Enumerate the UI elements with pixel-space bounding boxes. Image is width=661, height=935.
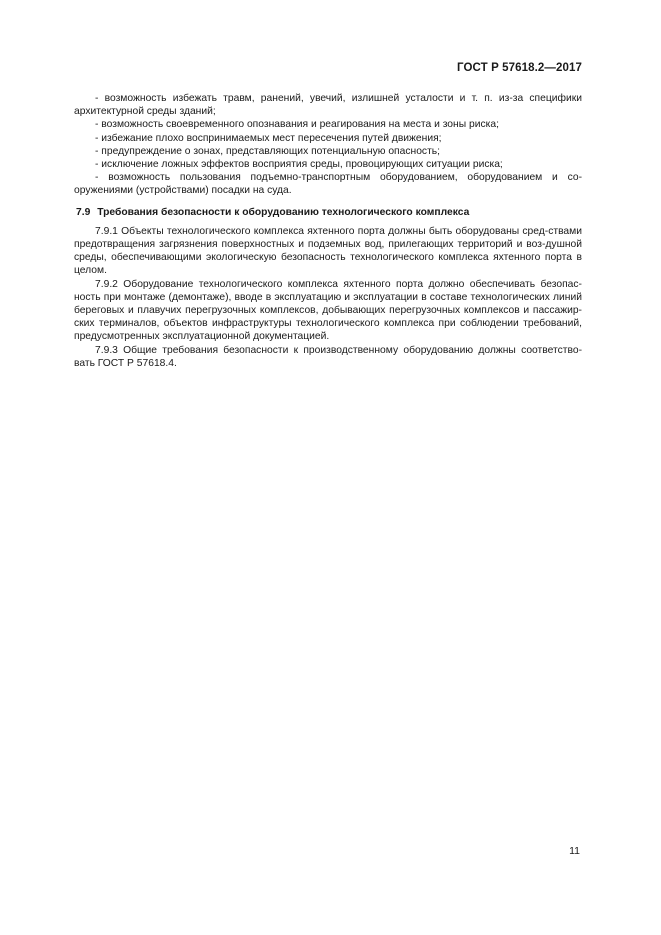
section-heading xyxy=(74,206,582,219)
paragraph-7-9-2: 7.9.2 Оборудование технологического комплекса яхтенного порта должно обеспечивать безопас-ность при монтаже (демонтаже), вводе в эксплуатацию и эксплуатации в составе технологических линий береговых и плавучих перегрузочных комплексов, добывающих перегрузочных комплексов и пассажир-ских терминалов, объектов инфраструктуры технологического комплекса при соблюдении требований, предусмотренных эксплуатационной документацией. xyxy=(74,278,582,343)
paragraph-7-9-3: 7.9.3 Общие требования безопасности к производственному оборудованию должны соответство-вать ГОСТ Р 57618.4. xyxy=(74,344,582,369)
section-number: 7.9 xyxy=(76,206,91,218)
list-item: - предупреждение о зонах, представляющих потенциальную опасность; xyxy=(95,145,441,157)
document-body xyxy=(74,92,582,370)
document-header-id: ГОСТ Р 57618.2—2017 xyxy=(457,62,582,74)
list-item: - возможность пользования подъемно-транспортным оборудованием, оборудованием и со-оружениями (устройствами) посадки на суда. xyxy=(74,172,582,197)
spacer xyxy=(74,198,582,206)
paragraph-7-9-1: 7.9.1 Объекты технологического комплекса яхтенного порта должны быть оборудованы сред-ствами предотвращения загрязнения поверхностных и подземных вод, прилегающих территорий и воз-душной среды, обеспечивающими экологическую безопасность технологического комплекса яхтенного порта в целом. xyxy=(74,225,582,277)
page-number: 11 xyxy=(569,845,580,857)
list-item: - возможность избежать травм, ранений, увечий, излишней усталости и т. п. из-за специфики архитектурной среды зданий; xyxy=(74,93,582,118)
list-item: - исключение ложных эффектов восприятия среды, провоцирующих ситуации риска; xyxy=(95,159,503,171)
list-item: - избежание плохо воспринимаемых мест пересечения путей движения; xyxy=(95,132,442,144)
section-title: Требования безопасности к оборудованию технологического комплекса xyxy=(97,206,470,218)
list-item: - возможность своевременного опознавания и реагирования на места и зоны риска; xyxy=(95,119,499,131)
